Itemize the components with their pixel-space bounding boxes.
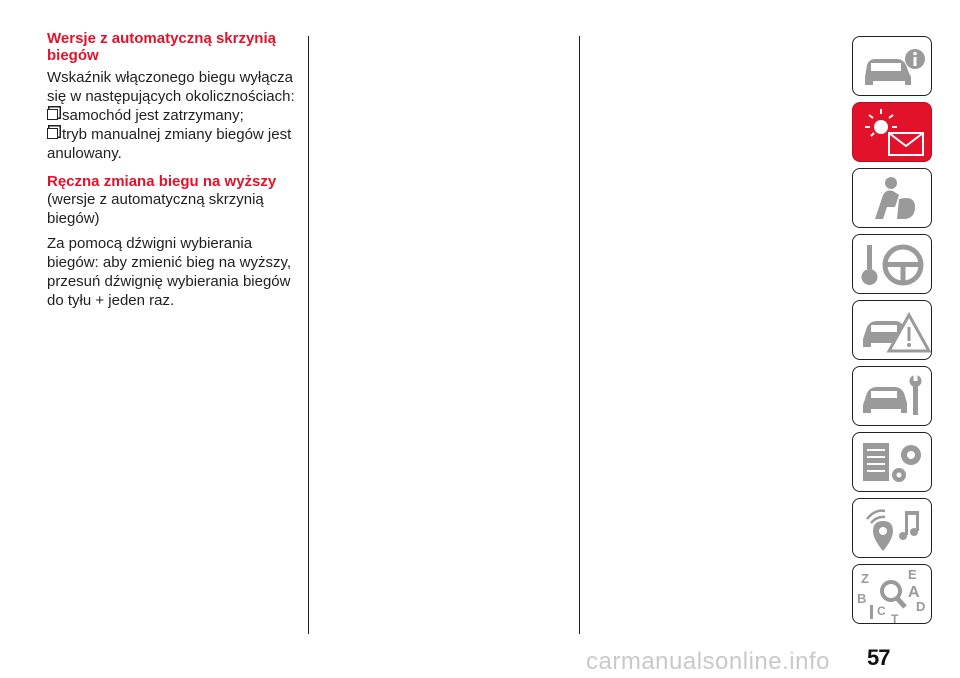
warning-light-message-icon — [853, 103, 933, 163]
index-letter-b: B — [857, 591, 867, 606]
bullet-item — [47, 125, 299, 163]
checkbox-bullet-icon — [47, 128, 58, 139]
index-letter-c: C — [877, 604, 886, 618]
tab-emergency[interactable] — [852, 300, 932, 360]
subsection-note: (wersje z automatyczną skrzynią biegów) — [47, 191, 264, 227]
tab-technical-data[interactable] — [852, 432, 932, 492]
tab-starting[interactable] — [852, 234, 932, 294]
tab-maintenance[interactable] — [852, 366, 932, 426]
multimedia-icon — [853, 499, 933, 559]
key-steering-wheel-icon — [853, 235, 933, 295]
section-title: Wersje z automatyczną skrzynią biegów — [47, 30, 276, 64]
watermark: carmanualsonline.info — [586, 648, 830, 675]
tab-multimedia[interactable] — [852, 498, 932, 558]
column-divider — [579, 36, 580, 634]
seat-airbag-icon — [853, 169, 933, 229]
tab-index[interactable] — [852, 564, 932, 624]
index-letter-e: E — [908, 567, 917, 582]
intro-paragraph: Wskaźnik włączonego biegu wyłącza się w następujących okolicznościach: — [47, 69, 295, 105]
index-letter-t: T — [891, 612, 899, 625]
column-divider — [308, 36, 309, 634]
checkbox-bullet-icon — [47, 109, 58, 120]
car-maintenance-icon — [853, 367, 933, 427]
bullet-text: tryb manualnej zmiany biegów jest anulowany. — [47, 126, 292, 162]
tab-car-info[interactable] — [852, 36, 932, 96]
car-info-icon — [853, 37, 933, 97]
specs-gears-icon — [853, 433, 933, 493]
tab-safety[interactable] — [852, 168, 932, 228]
subsection-title: Ręczna zmiana biegu na wyższy — [47, 173, 277, 190]
index-search-icon — [853, 565, 933, 625]
text-column — [47, 30, 299, 310]
instruction-paragraph: Za pomocą dźwigni wybierania biegów: aby zmienić bieg na wyższy, przesuń dźwignię wybierania biegów do tyłu + jeden raz. — [47, 235, 291, 309]
bullet-item — [47, 106, 299, 125]
page-number: 57 — [867, 645, 890, 670]
tab-warning-lights[interactable] — [852, 102, 932, 162]
index-letter-z: Z — [861, 571, 869, 586]
index-letter-d: D — [916, 599, 926, 614]
bullet-text: samochód jest zatrzymany; — [62, 107, 244, 124]
index-letter-a: A — [908, 584, 920, 601]
chapter-tabs — [852, 36, 934, 630]
car-emergency-icon — [853, 301, 933, 361]
